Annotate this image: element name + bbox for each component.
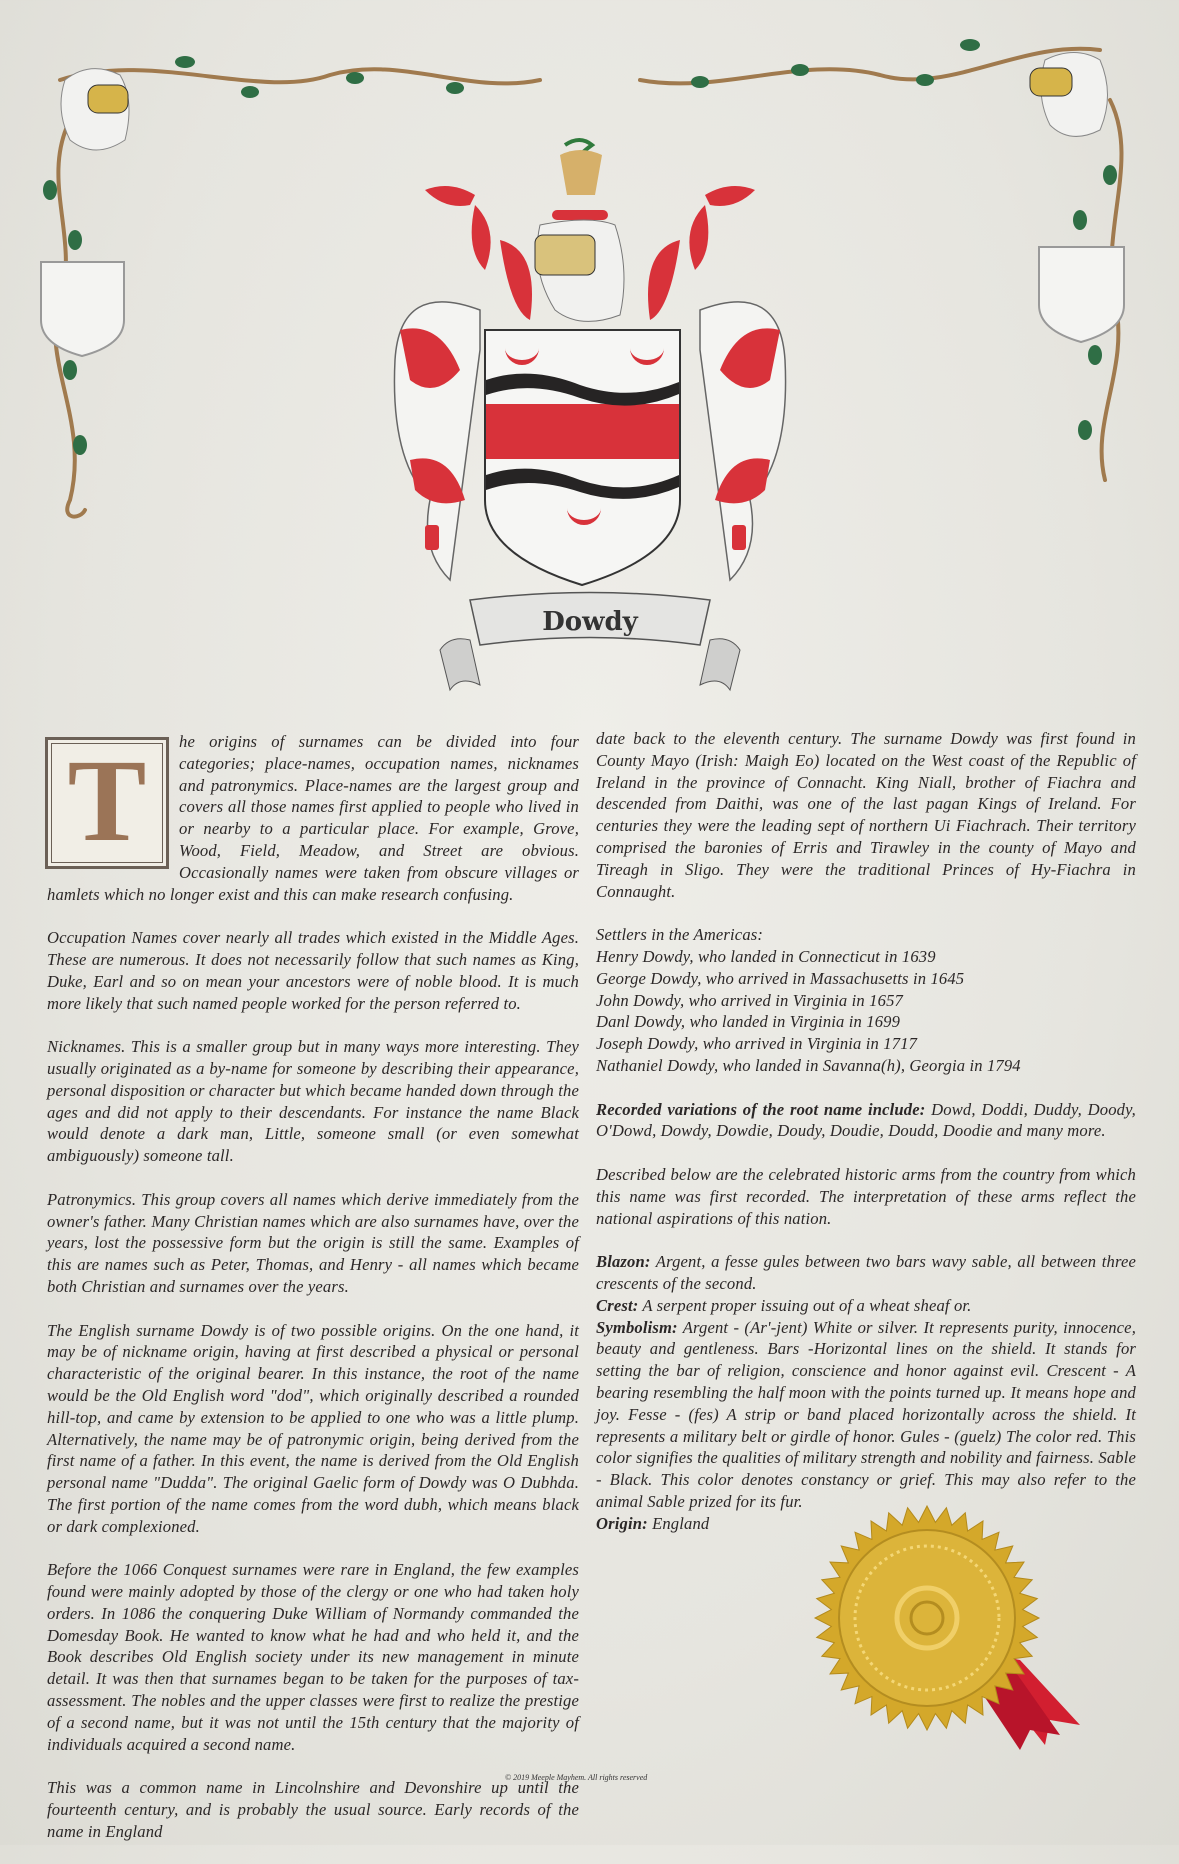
crest-label: Crest: xyxy=(596,1295,639,1315)
origin-label: Origin: xyxy=(596,1513,648,1533)
variations-paragraph xyxy=(596,1099,1136,1143)
occupation-paragraph: Occupation Names cover nearly all trades which existed in the Middle Ages. These are numerous. It does not necessarily follow that such names as King, Duke, Earl and so on mean your ancestors were of noble blood. It is much more likely that such named people worked for the person referred to. xyxy=(47,928,579,1013)
drop-cap-letter: T xyxy=(67,735,147,866)
coat-of-arms xyxy=(380,130,800,720)
copyright-notice: © 2019 Meeple Mayhem. All rights reserved xyxy=(505,1773,648,1782)
conquest-paragraph: Before the 1066 Conquest surnames were rare in England, the few examples found were mainly adopted by those of the clergy or one who had taken holy orders. In 1086 the conquering Duke William of Normandy commanded the Domesday Book. He wanted to know what he had and who held it, and the Book describes Old English society under its new management in minute detail. It was then that surnames began to be taken for the purposes of tax-assessment. The nobles and the upper classes were first to realize the prestige of a second name, but it was not until the 15th century that the majority of individuals acquired a second name. xyxy=(47,1560,579,1754)
gold-seal-icon xyxy=(810,1500,1100,1760)
settlers-heading: Settlers in the Americas: xyxy=(596,925,764,945)
variations-label: Recorded variations of the root name include: xyxy=(596,1099,926,1119)
settler-item: Joseph Dowdy, who arrived in Virginia in 1717 xyxy=(596,1034,918,1054)
arms-intro-paragraph: Described below are the celebrated historic arms from the country from which this name was first recorded. The interpretation of these arms reflect the national aspirations of this nation. xyxy=(596,1164,1136,1228)
settler-item: George Dowdy, who arrived in Massachusetts in 1645 xyxy=(596,968,965,988)
left-text-column xyxy=(47,731,579,1864)
symbolism-label: Symbolism: xyxy=(596,1317,678,1337)
variations-text: Dowd, Doddi, Duddy, Doody, O'Dowd, Dowdy, Dowdie, Doudy, Doudie, Doudd, Doodie and many more. xyxy=(596,1099,1136,1141)
left-helmet-icon xyxy=(61,69,129,150)
settler-item: Danl Dowdy, who landed in Virginia in 1699 xyxy=(596,1012,901,1032)
right-text-column xyxy=(596,728,1136,1556)
intro-paragraph xyxy=(47,731,579,905)
right-blank-shield-icon xyxy=(1039,247,1124,342)
patronymics-paragraph: Patronymics. This group covers all names which derive immediately from the owner's father. Many Christian names which are also surnames have, over the years, lost the possessive form but the origin is still the same. Examples of this are names such as Peter, Thomas, and Henry - all names which became both Christian and surnames over the years. xyxy=(47,1189,579,1296)
settler-item: Henry Dowdy, who landed in Connecticut in 1639 xyxy=(596,946,936,966)
early-records-paragraph: This was a common name in Lincolnshire and Devonshire up until the fourteenth century, and is probably the usual source. Early records of the name in England xyxy=(47,1778,579,1841)
illuminated-drop-cap xyxy=(45,737,169,869)
settler-item: John Dowdy, who arrived in Virginia in 1657 xyxy=(596,990,903,1010)
symbolism-text: Argent - (Ar'-jent) White or silver. It represents purity, innocence, beauty and gentleness. Bars -Horizontal lines on the shield. It stands for setting the bar of religion, conscience and honor against evil. Crescent - A bearing resembling the half moon with the points turned up. It means hope and joy. Fesse - (fes) A strip or band placed horizontally across the shield. It represents a military belt or girdle of honor. Gules - (guelz) The color red. This color signifies the qualities of military strength and nobility and fairness. Sable - Black. This color denotes constancy or grief. This may also refer to the animal Sable prized for its fur. xyxy=(596,1317,1136,1511)
right-helmet-icon xyxy=(1030,53,1108,137)
blazon-text: Argent, a fesse gules between two bars wavy sable, all between three crescents of the second. xyxy=(596,1252,1137,1293)
left-blank-shield-icon xyxy=(41,262,124,356)
heraldry-section xyxy=(596,1251,1136,1534)
nicknames-paragraph: Nicknames. This is a smaller group but in many ways more interesting. They usually originated as a by-name for someone by describing their appearance, personal disposition or character but which became handed down through the ages and did not apply to their descendants. For instance the name Black would denote a dark man, Little, someone small (or even somewhat ambiguously) someone tall. xyxy=(47,1037,579,1166)
origin-paragraph: The English surname Dowdy is of two possible origins. On the one hand, it may be of nickname origin, having at first described a physical or personal characteristic of the original bearer. In this instance, the root of the name would be the Old English word "dod", which originally described a rounded hill-top, and came by extension to be applied to one who was a little plump. Alternatively, the name may be of patronymic origin, being derived from the first name of a father. In this event, the name is derived from the Old English personal name "Dudda". The original Gaelic form of Dowdy was O Dubhda. The first portion of the name comes from the word dubh, which means black or dark complexioned. xyxy=(47,1320,579,1536)
history-paragraph: date back to the eleventh century. The surname Dowdy was first found in County Mayo (Irish: Maigh Eo) located on the West coast of the Republic of Ireland in the province of Connacht. King Niall, brother of Fiachra and descended from Daithi, was one of the last pagan Kings of Ireland. For centuries they were the leading sept of northern Ui Fiachrach. Their territory comprised the baronies of Erris and Tirawley in the county of Mayo and Tireagh in Sligo. They were the traditional Princes of Hy-Fiachra in Connaught. xyxy=(596,729,1136,901)
paragraph-text: he origins of surnames can be divided into four categories; place-names, occupation names, nicknames and patronymics. Place-names are the largest group and covers all those names first applied to people who lived in or nearby to a particular place. For example, Grove, Wood, Field, Meadow, and Street are obvious. Occasionally names were taken from obscure villages or hamlets which no longer exist and this can make research confusing. xyxy=(47,732,579,904)
origin-text: England xyxy=(652,1513,710,1533)
blazon-label: Blazon: xyxy=(596,1252,651,1272)
crest-surname-banner: Dowdy xyxy=(542,607,638,637)
settler-item: Nathaniel Dowdy, who landed in Savanna(h), Georgia in 1794 xyxy=(596,1055,1021,1075)
crest-text: A serpent proper issuing out of a wheat sheaf or. xyxy=(642,1295,972,1315)
settlers-section xyxy=(596,924,1136,1077)
